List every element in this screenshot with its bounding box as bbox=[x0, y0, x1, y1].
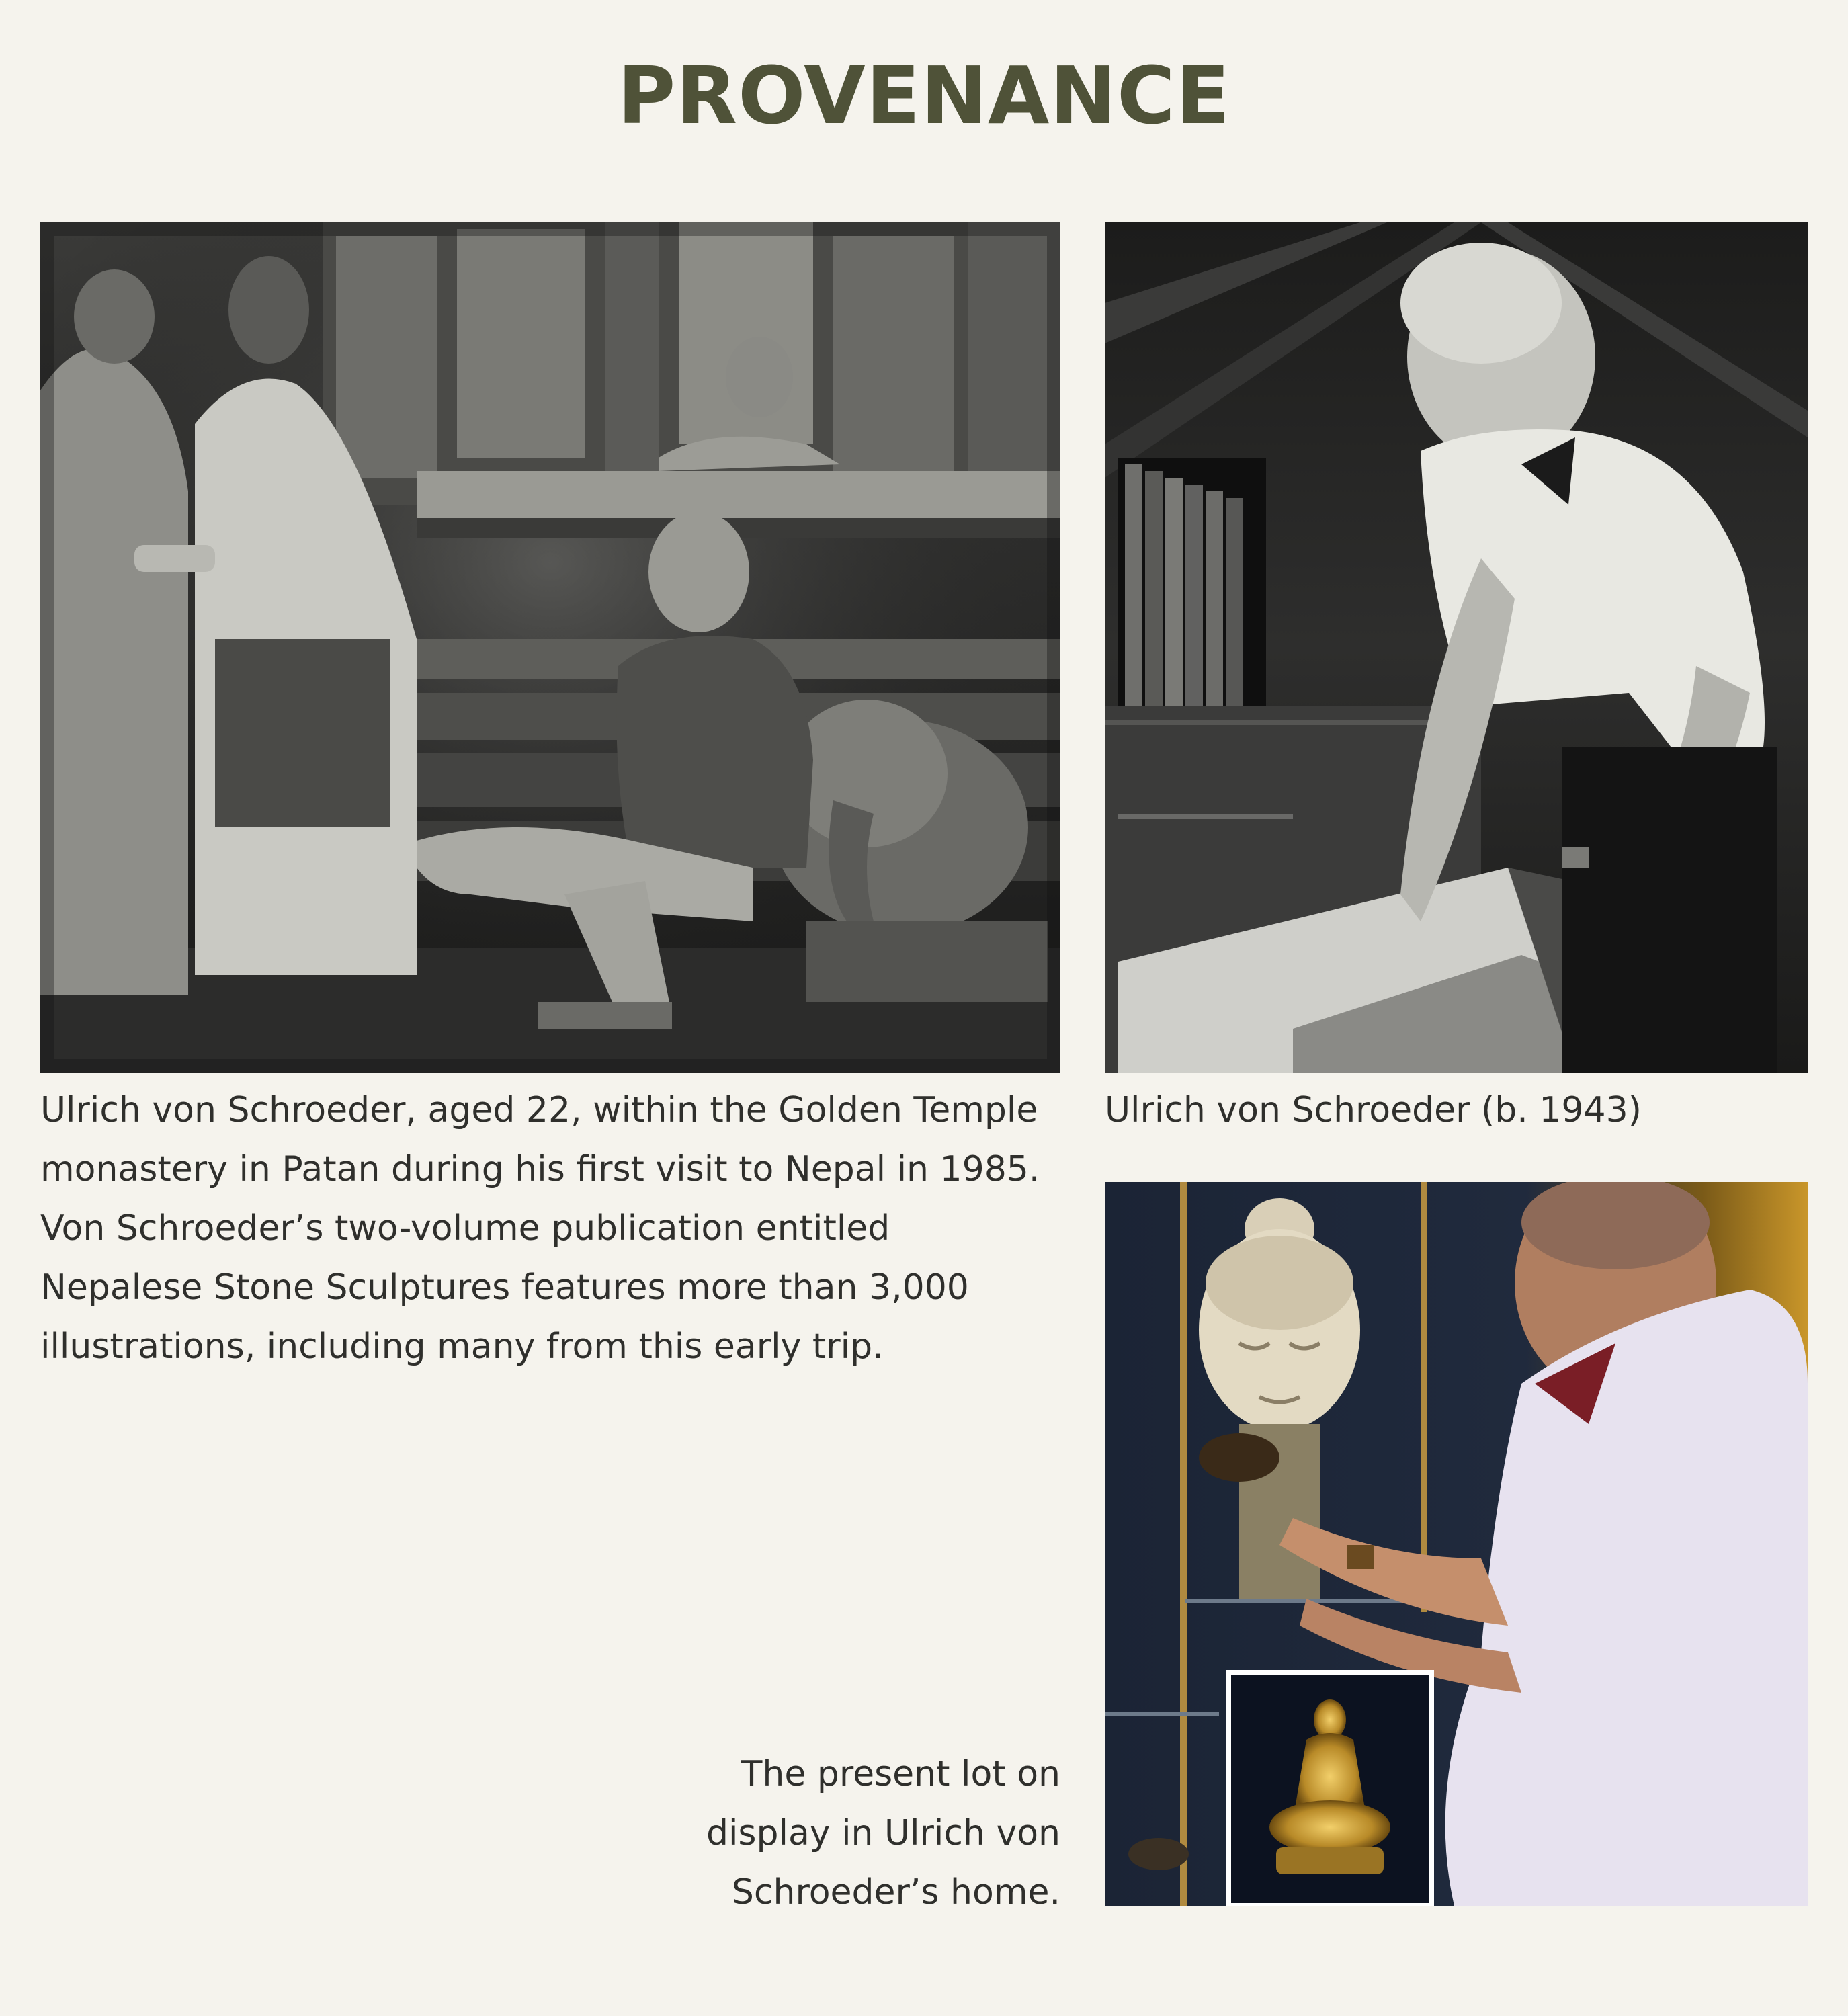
display-photo-caption: The present lot on display in Ulrich von Schroeder’s home. bbox=[706, 1754, 1060, 1913]
portrait-photo-caption: Ulrich von Schroeder (b. 1943) bbox=[1105, 1090, 1642, 1130]
page-title: PROVENANCE bbox=[617, 49, 1231, 142]
temple-photo bbox=[40, 222, 1060, 1073]
portrait-photo bbox=[1105, 222, 1808, 1073]
display-photo bbox=[1105, 1182, 1808, 1906]
temple-photo-caption: Ulrich von Schroeder, aged 22, within the Golden Temple monastery in Patan during his first visit to Nepal in 1985. Von Schroeder’s two-volume publication entitled Nepalese Stone Sculptures features more than 3,000 illustrations, including many from this early trip. bbox=[40, 1090, 1040, 1367]
